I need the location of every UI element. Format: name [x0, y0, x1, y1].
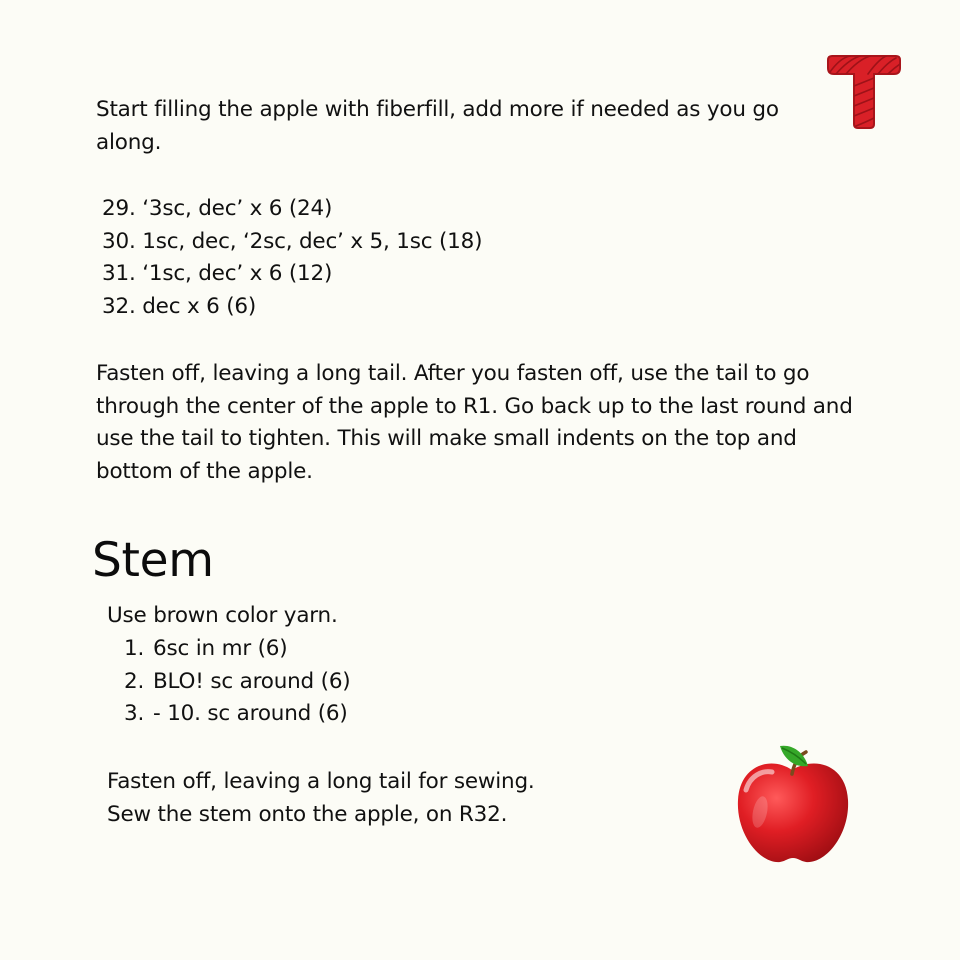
stem-fasten-line-1: Fasten off, leaving a long tail for sewing. [107, 769, 535, 794]
intro-text: Start filling the apple with fiberfill, add more if needed as you go along. [96, 97, 779, 155]
stem-step-3 [124, 698, 350, 731]
round-list [102, 193, 482, 323]
apple-icon [732, 742, 854, 868]
yarn-t-logo-icon [826, 52, 902, 130]
step-number: 3. [124, 701, 145, 726]
step-text: BLO! sc around (6) [153, 668, 351, 694]
stem-fasten-text [107, 766, 535, 831]
round-32: 32. dec x 6 (6) [102, 293, 257, 319]
step-text: 6sc in mr (6) [153, 636, 288, 661]
round-29: 29. ‘3sc, dec’ x 6 (24) [102, 196, 333, 221]
step-text: - 10. sc around (6) [153, 701, 348, 726]
stem-intro-text: Use brown color yarn. [107, 603, 338, 628]
step-number: 1. [124, 636, 145, 661]
stem-step-2 [124, 666, 350, 699]
stem-fasten-line-2: Sew the stem onto the apple, on R32. [107, 801, 508, 827]
step-number: 2. [124, 668, 145, 694]
round-30: 30. 1sc, dec, ‘2sc, dec’ x 5, 1sc (18) [102, 228, 483, 254]
stem-step-1 [124, 633, 350, 666]
fasten-off-paragraph: Fasten off, leaving a long tail. After you fasten off, use the tail to go through the center of the apple to R1. Go back up to the last round and use the tail to tighten. This will make small indents on the top and bottom of the apple. [96, 361, 853, 484]
stem-heading: Stem [92, 533, 214, 588]
round-31: 31. ‘1sc, dec’ x 6 (12) [102, 261, 333, 286]
stem-step-list [124, 633, 350, 731]
